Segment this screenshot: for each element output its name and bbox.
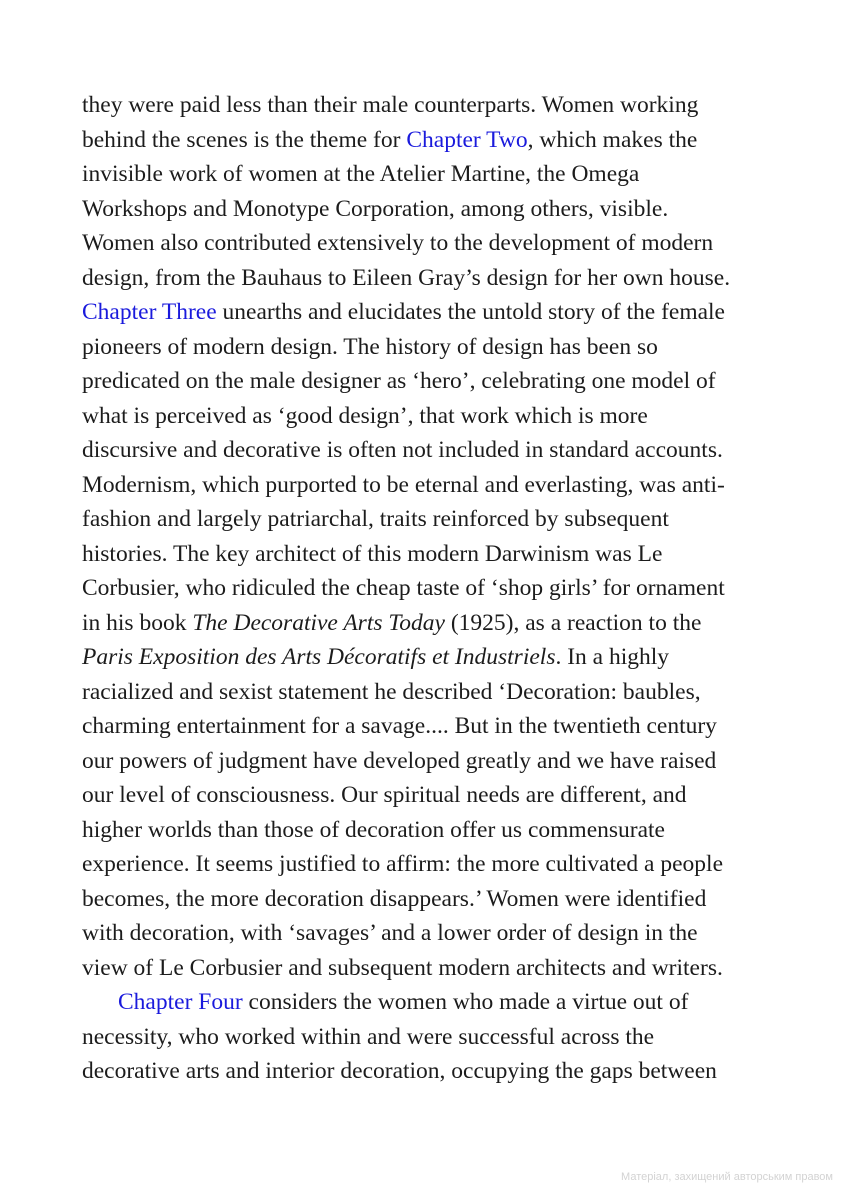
text-line: discursive and decorative is often not included in standard accounts. bbox=[82, 437, 723, 463]
text-line: invisible work of women at the Atelier Martine, the Omega bbox=[82, 161, 640, 187]
text-line: Workshops and Monotype Corporation, among others, visible. bbox=[82, 195, 669, 222]
text-line: histories. The key architect of this modern Darwinism was Le bbox=[82, 540, 663, 567]
text-span: , which makes the bbox=[527, 126, 698, 153]
chapter-four-link[interactable]: Chapter Four bbox=[118, 989, 243, 1015]
text-line bbox=[82, 123, 782, 158]
exposition-title: Paris Exposition des Arts Décoratifs et Industriels bbox=[82, 644, 556, 670]
text-span: in his book bbox=[82, 609, 193, 636]
text-line: Modernism, which purported to be eternal and everlasting, was anti- bbox=[82, 471, 725, 498]
text-line: racialized and sexist statement he described ‘Decoration: baubles, bbox=[82, 678, 701, 705]
text-line: they were paid less than their male counterparts. Women working bbox=[82, 92, 699, 118]
chapter-two-link[interactable]: Chapter Two bbox=[406, 126, 528, 153]
text-span: unearths and elucidates the untold story of the female bbox=[216, 299, 725, 325]
text-line: predicated on the male designer as ‘hero’, celebrating one model of bbox=[82, 368, 716, 394]
book-title: The Decorative Arts Today bbox=[192, 609, 445, 636]
text-line: decorative arts and interior decoration, occupying the gaps between bbox=[82, 1058, 717, 1084]
paragraph-2 bbox=[82, 985, 782, 1089]
text-line: experience. It seems justified to affirm: the more cultivated a people bbox=[82, 851, 724, 877]
text-span: behind the scenes is the theme for bbox=[82, 126, 407, 153]
text-line: fashion and largely patriarchal, traits reinforced by subsequent bbox=[82, 506, 669, 532]
paragraph-1 bbox=[82, 88, 782, 985]
text-span: . In a highly bbox=[555, 644, 670, 670]
text-line bbox=[82, 640, 782, 675]
text-span: considers the women who made a virtue out of bbox=[242, 989, 689, 1015]
text-line: our powers of judgment have developed greatly and we have raised bbox=[82, 747, 717, 774]
text-line bbox=[82, 985, 782, 1020]
text-line: view of Le Corbusier and subsequent modern architects and writers. bbox=[82, 954, 723, 981]
page-body bbox=[82, 88, 782, 1089]
text-line: necessity, who worked within and were successful across the bbox=[82, 1023, 655, 1050]
text-line: charming entertainment for a savage.... But in the twentieth century bbox=[82, 713, 717, 739]
text-line bbox=[82, 606, 782, 641]
text-span: (1925), as a reaction to the bbox=[444, 609, 702, 636]
chapter-three-link[interactable]: Chapter Three bbox=[82, 299, 217, 325]
text-line: higher worlds than those of decoration offer us commensurate bbox=[82, 816, 665, 843]
text-line: becomes, the more decoration disappears.’ Women were identified bbox=[82, 885, 707, 912]
text-line: Corbusier, who ridiculed the cheap taste of ‘shop girls’ for ornament bbox=[82, 575, 725, 601]
copyright-watermark: Матеріал, захищений авторським правом bbox=[621, 1171, 833, 1183]
text-line: with decoration, with ‘savages’ and a lower order of design in the bbox=[82, 920, 698, 946]
text-line bbox=[82, 295, 782, 330]
text-line: Women also contributed extensively to the development of modern bbox=[82, 230, 714, 256]
text-line: what is perceived as ‘good design’, that work which is more bbox=[82, 402, 648, 429]
text-line: pioneers of modern design. The history of design has been so bbox=[82, 333, 658, 360]
text-line: our level of consciousness. Our spiritual needs are different, and bbox=[82, 782, 687, 808]
text-line: design, from the Bauhaus to Eileen Gray’s design for her own house. bbox=[82, 264, 731, 291]
